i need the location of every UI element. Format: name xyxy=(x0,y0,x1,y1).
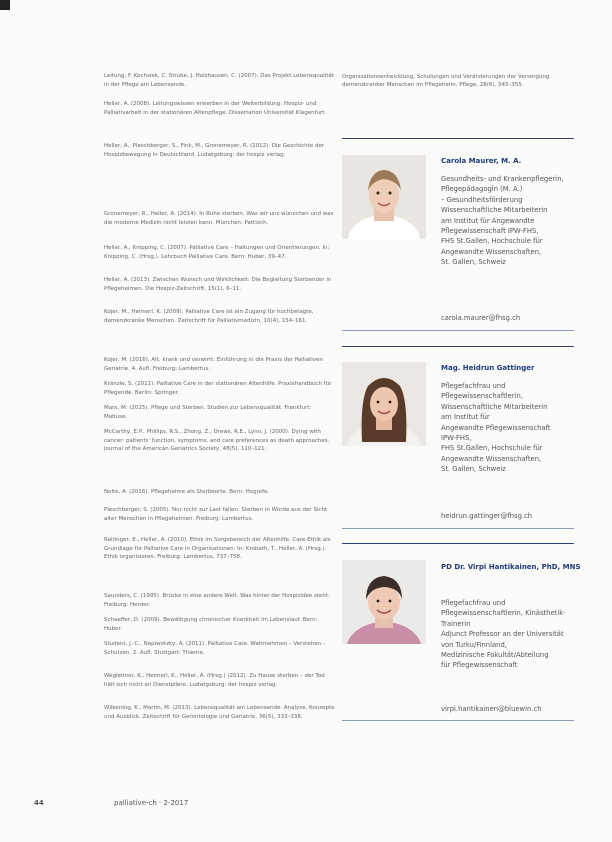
author-desc-line: Pflegefachfrau und Pflegewissenschaftlerin, Kinästhetik- xyxy=(441,599,566,618)
author-desc-line: Angewandte Wissenschaften, xyxy=(441,247,542,256)
author-desc-line: am Institut für xyxy=(441,413,490,422)
author-desc-line: Trainerin xyxy=(441,619,471,628)
author-photo-carola-maurer xyxy=(342,155,426,239)
author-desc-line: Angewandte Wissenschaften, xyxy=(441,454,542,463)
author-email: carola.maurer@fhsg.ch xyxy=(441,314,521,322)
author-name: Carola Maurer, M. A. xyxy=(441,157,522,165)
author-divider xyxy=(342,330,574,331)
reference-item: Heller, A. (2008). Leitungswissen erwerben in der Weiterbildung: Hospiz- und Palliativarbeit in der stationären Altenpflege. Dissertation Universität Klagenfurt. xyxy=(104,101,327,116)
author-name: PD Dr. Virpi Hantikainen, PhD, MNS xyxy=(441,563,581,571)
author-desc-line: FHS St.Gallen, Hochschule für xyxy=(441,237,543,246)
author-desc-line: St. Gallen, Schweiz xyxy=(441,258,506,267)
reference-item: Nolte, A. (2016). Pflegeheime als Sterbeorte. Bern: Hogrefe. xyxy=(104,489,270,495)
page-footer xyxy=(34,799,189,807)
continuation-text: Organisationsentwicklung, Schulungen und Veränderungen der Versorgung demenzkranker Menschen im Pflegeheim. Pflege, 28(6), 345–355. xyxy=(342,74,550,89)
author-email: virpi.hantikainen@bluewin.ch xyxy=(441,705,542,713)
reference-item: Student, J.-C., Napiwotzky, A. (2011). Palliative Care. Wahrnehmen – Verstehen – Schützen. 2. Aufl. Stuttgart: Thieme. xyxy=(104,641,326,656)
author-desc-line: St. Gallen, Schweiz xyxy=(441,465,506,474)
author-desc-line: Angewandte Pflegewissenschaft xyxy=(441,423,551,432)
author-photo-virpi-hantikainen xyxy=(342,560,426,644)
reference-item: Heller, A., Pleschberger, S., Fink, M., Gronemeyer, R. (2012). Die Geschichte der Hospizbewegung in Deutschland. Ludwigsburg: der hospiz verlag. xyxy=(104,143,325,158)
page-number: 44 xyxy=(34,799,44,807)
section-divider xyxy=(342,543,574,544)
author-email: heidrun.gattinger@fhsg.ch xyxy=(441,512,533,520)
reference-item: Leitung, F. Kochsiek, C. Strube, J. Holzhausen, C. (2007). Das Projekt Lebensqualität in der Pflege am Lebensende. xyxy=(104,73,334,88)
scan-edge-mark xyxy=(0,0,10,10)
reference-item: Heller, A., Knipping, C. (2007). Palliative Care – Haltungen und Orientierungen. In: Knipping, C. (Hrsg.). Lehrbuch Palliative Care. Bern: Huber, 39–47. xyxy=(104,245,330,260)
author-desc-line: FHS St.Gallen, Hochschule für xyxy=(441,444,543,453)
reference-item: Wilkening, K., Martin, M. (2013). Lebensqualität am Lebensende. Analyse, Konzepte und Ausblick. Zeitschrift für Gerontologie und Geriatrie, 36(5), 333–338. xyxy=(104,705,335,720)
reference-item: Schaeffer, D. (2009). Bewältigung chronischer Krankheit im Lebenslauf. Bern: Huber. xyxy=(104,617,318,632)
author-desc-line: Adjunct Professor an der Universität von Turku/Finnland, xyxy=(441,630,564,649)
section-divider xyxy=(342,346,574,347)
reference-item: McCarthy, E.P., Phillips, R.S., Zhong, Z., Drews, R.E., Lynn, J. (2000). Dying with cancer: patients' function, symptoms, and care preferences as death approaches. Journal of the American Geriatrics Society, 48(5), 110–121. xyxy=(104,429,330,453)
reference-item: Wegleitner, K., Heimerl, K., Heller, A. (Hrsg.) (2012). Zu Hause sterben – der Tod hält sich nicht an Dienstpläne. Ludwigsburg: der hospiz verlag. xyxy=(104,673,325,688)
author-description xyxy=(441,174,577,268)
reference-item: Kojer, M. (2016). Alt, krank und verwirrt. Einführung in die Praxis der Palliativen Geriatrie. 4. Aufl. Freiburg: Lambertus. xyxy=(104,357,323,372)
reference-item: Saunders, C. (1995). Brücke in eine andere Welt. Was hinter der Hospizidee steht. Freiburg: Herder. xyxy=(104,593,330,608)
author-desc-line: Pflegewissenschaft IPW-FHS, xyxy=(441,227,539,236)
author-photo-heidrun-gattinger xyxy=(342,362,426,446)
author-desc-line: Medizinische Fakultät/Abteilung xyxy=(441,651,549,660)
author-description xyxy=(441,598,577,671)
reference-item: Pleschberger, S. (2005). Nur nicht zur Last fallen. Sterben in Würde aus der Sicht alter Menschen in Pflegeheimen. Freiburg: Lambertus. xyxy=(104,507,328,522)
author-divider xyxy=(342,528,574,529)
author-desc-line: am Institut für Angewandte xyxy=(441,216,535,225)
reference-item: Kojer, M., Heimerl, K. (2009). Palliative Care ist ein Zugang für hochbetagte, demenzkranke Menschen. Zeitschrift für Palliativmedizin, 10(4), 154–161. xyxy=(104,309,314,324)
author-desc-line: Gesundheits- und Krankenpflegerin, Pflegepädagogin (M. A.) xyxy=(441,175,564,194)
reference-item: Kränzle, S. (2011). Palliative Care in der stationären Altenhilfe. Praxishandbuch für Pflegende. Berlin: Springer. xyxy=(104,381,332,396)
section-divider xyxy=(342,138,574,139)
author-desc-line: – Gesundheitsförderung xyxy=(441,195,523,204)
reference-item: Heller, A. (2013). Zwischen Wunsch und Wirklichkeit: Die Begleitung Sterbender in Pflegeheimen. Die Hospiz-Zeitschrift, 15(1), 6–11. xyxy=(104,277,332,292)
publication-name: palliative-ch · 2-2017 xyxy=(114,799,189,807)
author-divider xyxy=(342,720,574,721)
author-desc-line: IPW-FHS, xyxy=(441,434,472,443)
author-name: Mag. Heidrun Gattinger xyxy=(441,364,535,372)
author-desc-line: Pflegefachfrau und Pflegewissenschaftlerin, xyxy=(441,382,523,401)
reference-item: Gronemeyer, R., Heller, A. (2014). In Ruhe sterben. Was wir uns wünschen und was die moderne Medizin nicht leisten kann. München: Pattloch. xyxy=(104,211,334,226)
author-desc-line: Wissenschaftliche Mitarbeiterin xyxy=(441,402,548,411)
reference-item: Marx, M. (2015). Pflege und Sterben. Studien zur Lebensqualität. Frankfurt: Mabuse. xyxy=(104,405,312,420)
reference-item: Reitinger, E., Heller, A. (2010). Ethik im Sorgebereich der Altenhilfe. Care-Ethik als Grundlage für Palliative Care in Organisationen. In: Krobath, T., Heller, A. (Hrsg.). Ethik organisieren. Freiburg: Lambertus, 737–758. xyxy=(104,537,331,561)
author-desc-line: für Pflegewissenschaft xyxy=(441,661,518,670)
author-description xyxy=(441,381,577,475)
author-desc-line: Wissenschaftliche Mitarbeiterin xyxy=(441,206,548,215)
